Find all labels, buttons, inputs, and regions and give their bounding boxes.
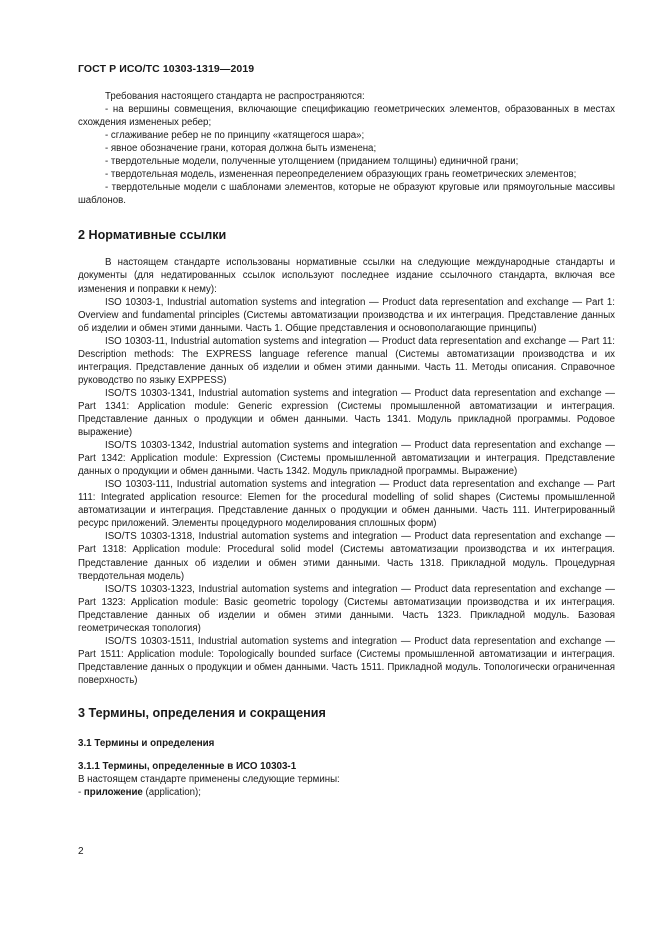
term-name: приложение [83,787,143,799]
document-header: ГОСТ Р ИСО/ТС 10303-1319—2019 [78,63,255,75]
terms-intro: В настоящем стандарте применены следующие термины: [78,773,340,785]
section-2-heading: 2 Нормативные ссылки [78,228,227,243]
scope-exclusion-item: - твердотельные модели, полученные утолщением (приданием толщины) единичной грани; [105,156,519,168]
normative-ref-item: ISO/TS 10303-1511, Industrial automation systems and integration — Product data representation and exchange — Part 1511: Application module: Topologically bounded surface (Системы промышленной автоматизации и интеграция. Представление данных о продукции и обмен данными. Часть 1511. Прикладной модуль. Топологически ограниченная поверхность) [78,635,615,686]
subsection-3-1-1-heading: 3.1.1 Термины, определенные в ИСО 10303-1 [78,760,297,772]
scope-exclusion-item: - на вершины совмещения, включающие спецификацию геометрических элементов, образованных в местах схождения измененых ребер; [78,104,615,129]
page-number: 2 [78,846,84,857]
scope-exclusions-lead: Требования настоящего стандарта не распространяются: [105,91,365,102]
scope-exclusion-item: - явное обозначение грани, которая должна быть изменена; [105,143,377,155]
document-body [78,90,615,799]
normative-ref-item: ISO/TS 10303-1342, Industrial automation systems and integration — Product data representation and exchange — Part 1342: Application module: Expression (Системы промышленной автоматизации и интеграция. Представление данных о продукции и обмен данными. Часть 1342. Модуль прикладной программы. Выражение) [78,440,615,478]
normative-ref-item: ISO/TS 10303-1341, Industrial automation systems and integration — Product data representation and exchange — Part 1341: Application module: Generic expression (Системы промышленной автоматизации и интеграция. Представление данных о продукции и обмен данными. Часть 1341. Модуль прикладной программы. Родовое выражение) [78,387,615,439]
normative-refs-intro: В настоящем стандарте использованы нормативные ссылки на следующие международные стандарты и документы (для недатированных ссылок используют последнее издание ссылочного стандарта, включая все изменения и поправки к нему): [78,257,615,295]
scope-exclusion-item: - сглаживание ребер не по принципу «катящегося шара»; [105,130,365,142]
scope-exclusion-item: - твердотельная модель, измененная переопределением образующих грань геометрических элементов; [105,169,577,181]
normative-ref-item: ISO/TS 10303-1318, Industrial automation systems and integration — Product data representation and exchange — Part 1318: Application module: Procedural solid model (Системы автоматизации производства и их интеграция. Представление данных об изделии и обмен этими данными. Часть 1318. Прикладной модуль. Процедурная твердотельная модель) [78,531,615,582]
section-3-heading: 3 Термины, определения и сокращения [78,705,326,720]
term-prefix: - [78,787,84,799]
normative-ref-item: ISO 10303-1, Industrial automation systems and integration — Product data representation and exchange — Part 1: Overview and fundamental principles (Системы автоматизации производства и их интеграция. Представление данных об изделии и обмен этими данными. Часть 1. Общие представления и основополагающие принципы) [78,296,615,334]
term-item [78,786,615,799]
scope-exclusion-item: - твердотельные модели с шаблонами элементов, которые не образуют круговые или прямоугольные массивы шаблонов. [78,182,615,207]
term-english: (application); [142,787,201,799]
normative-ref-item: ISO 10303-11, Industrial automation systems and integration — Product data representation and exchange — Part 11: Description methods: The EXPRESS language reference manual (Системы автоматизации производства и их интеграция. Представление данных об изделии и обмен этими данными. Часть 11. Методы описания. Справочное руководство по языку EXPPESS) [78,335,615,386]
normative-ref-item: ISO 10303-111, Industrial automation systems and integration — Product data representation and exchange — Part 111: Integrated application resource: Elemen for the procedural modelling of solid shapes (Системы промышленной автоматизации и интеграция. Представление данных о продукции и обмен данными. Часть 111. Интегрированный ресурс приложений. Элементы процедурного моделирования сплошных форм) [78,479,615,530]
subsection-3-1-heading: 3.1 Термины и определения [78,737,215,749]
normative-ref-item: ISO/TS 10303-1323, Industrial automation systems and integration — Product data representation and exchange — Part 1323: Application module: Basic geometric topology (Системы автоматизации производства и их интеграция. Представление данных об изделии и обмен этими данными. Часть 1323. Прикладной модуль. Базовая геометрическая топология) [78,583,615,634]
